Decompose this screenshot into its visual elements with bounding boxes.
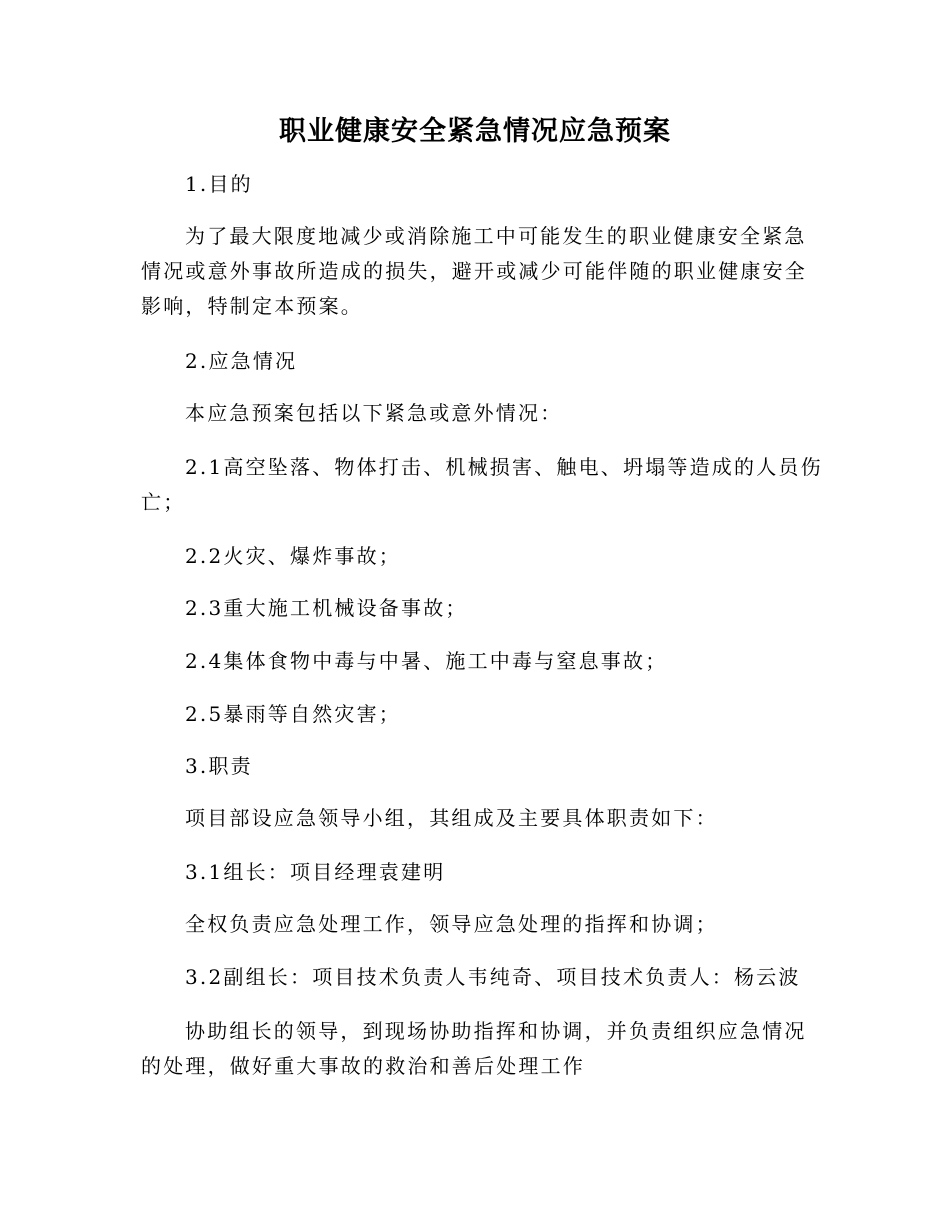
duties-intro — [141, 801, 811, 836]
paragraph-line: 影响，特制定本预案。 — [141, 294, 363, 318]
section-heading-duties — [141, 749, 811, 784]
duty-item-3-2 — [141, 960, 811, 995]
paragraph-line: 3.职责 — [185, 754, 253, 778]
paragraph-line: 情况或意外事故所造成的损失，避开或减少可能伴随的职业健康安全 — [141, 259, 807, 283]
section-heading-purpose — [141, 167, 811, 202]
paragraph-line: 全权负责应急处理工作，领导应急处理的指挥和协调； — [185, 912, 718, 936]
paragraph-line: 2.1高空坠落、物体打击、机械损害、触电、坍塌等造成的人员伤 — [185, 455, 823, 479]
emergency-item-2-3 — [141, 591, 811, 626]
paragraph-line: 1.目的 — [185, 172, 253, 196]
emergency-item-2-4 — [141, 644, 811, 679]
paragraph-line: 2.2火灾、爆炸事故； — [185, 544, 402, 568]
paragraph-line: 2.4集体食物中毒与中暑、施工中毒与窒息事故； — [185, 649, 668, 673]
paragraph-line: 亡； — [141, 490, 186, 514]
paragraph-line: 的处理，做好重大事故的救治和善后处理工作 — [141, 1054, 585, 1078]
paragraph-line: 协助组长的领导，到现场协助指挥和协调，并负责组织应急情况 — [185, 1019, 807, 1043]
purpose-paragraph — [141, 219, 811, 324]
paragraph-line: 3.2副组长：项目技术负责人韦纯奇、项目技术负责人：杨云波 — [185, 965, 801, 989]
document-title: 职业健康安全紧急情况应急预案 — [279, 116, 671, 147]
emergency-item-2-2 — [141, 539, 811, 574]
duty-3-1-description — [141, 907, 811, 942]
paragraph-line: 本应急预案包括以下紧急或意外情况： — [185, 401, 563, 425]
duty-3-2-description — [141, 1014, 811, 1084]
emergency-item-2-1 — [141, 450, 823, 520]
emergencies-intro — [141, 396, 811, 431]
section-heading-emergencies — [141, 344, 811, 379]
paragraph-line: 2.3重大施工机械设备事故； — [185, 596, 468, 620]
paragraph-line: 2.5暴雨等自然灾害； — [185, 702, 402, 726]
paragraph-line: 2.应急情况 — [185, 349, 298, 373]
emergency-item-2-5 — [141, 697, 811, 732]
paragraph-line: 项目部设应急领导小组，其组成及主要具体职责如下： — [185, 806, 718, 830]
duty-item-3-1 — [141, 855, 811, 890]
paragraph-line: 3.1组长：项目经理袁建明 — [185, 860, 446, 884]
paragraph-line: 为了最大限度地减少或消除施工中可能发生的职业健康安全紧急 — [185, 224, 807, 248]
